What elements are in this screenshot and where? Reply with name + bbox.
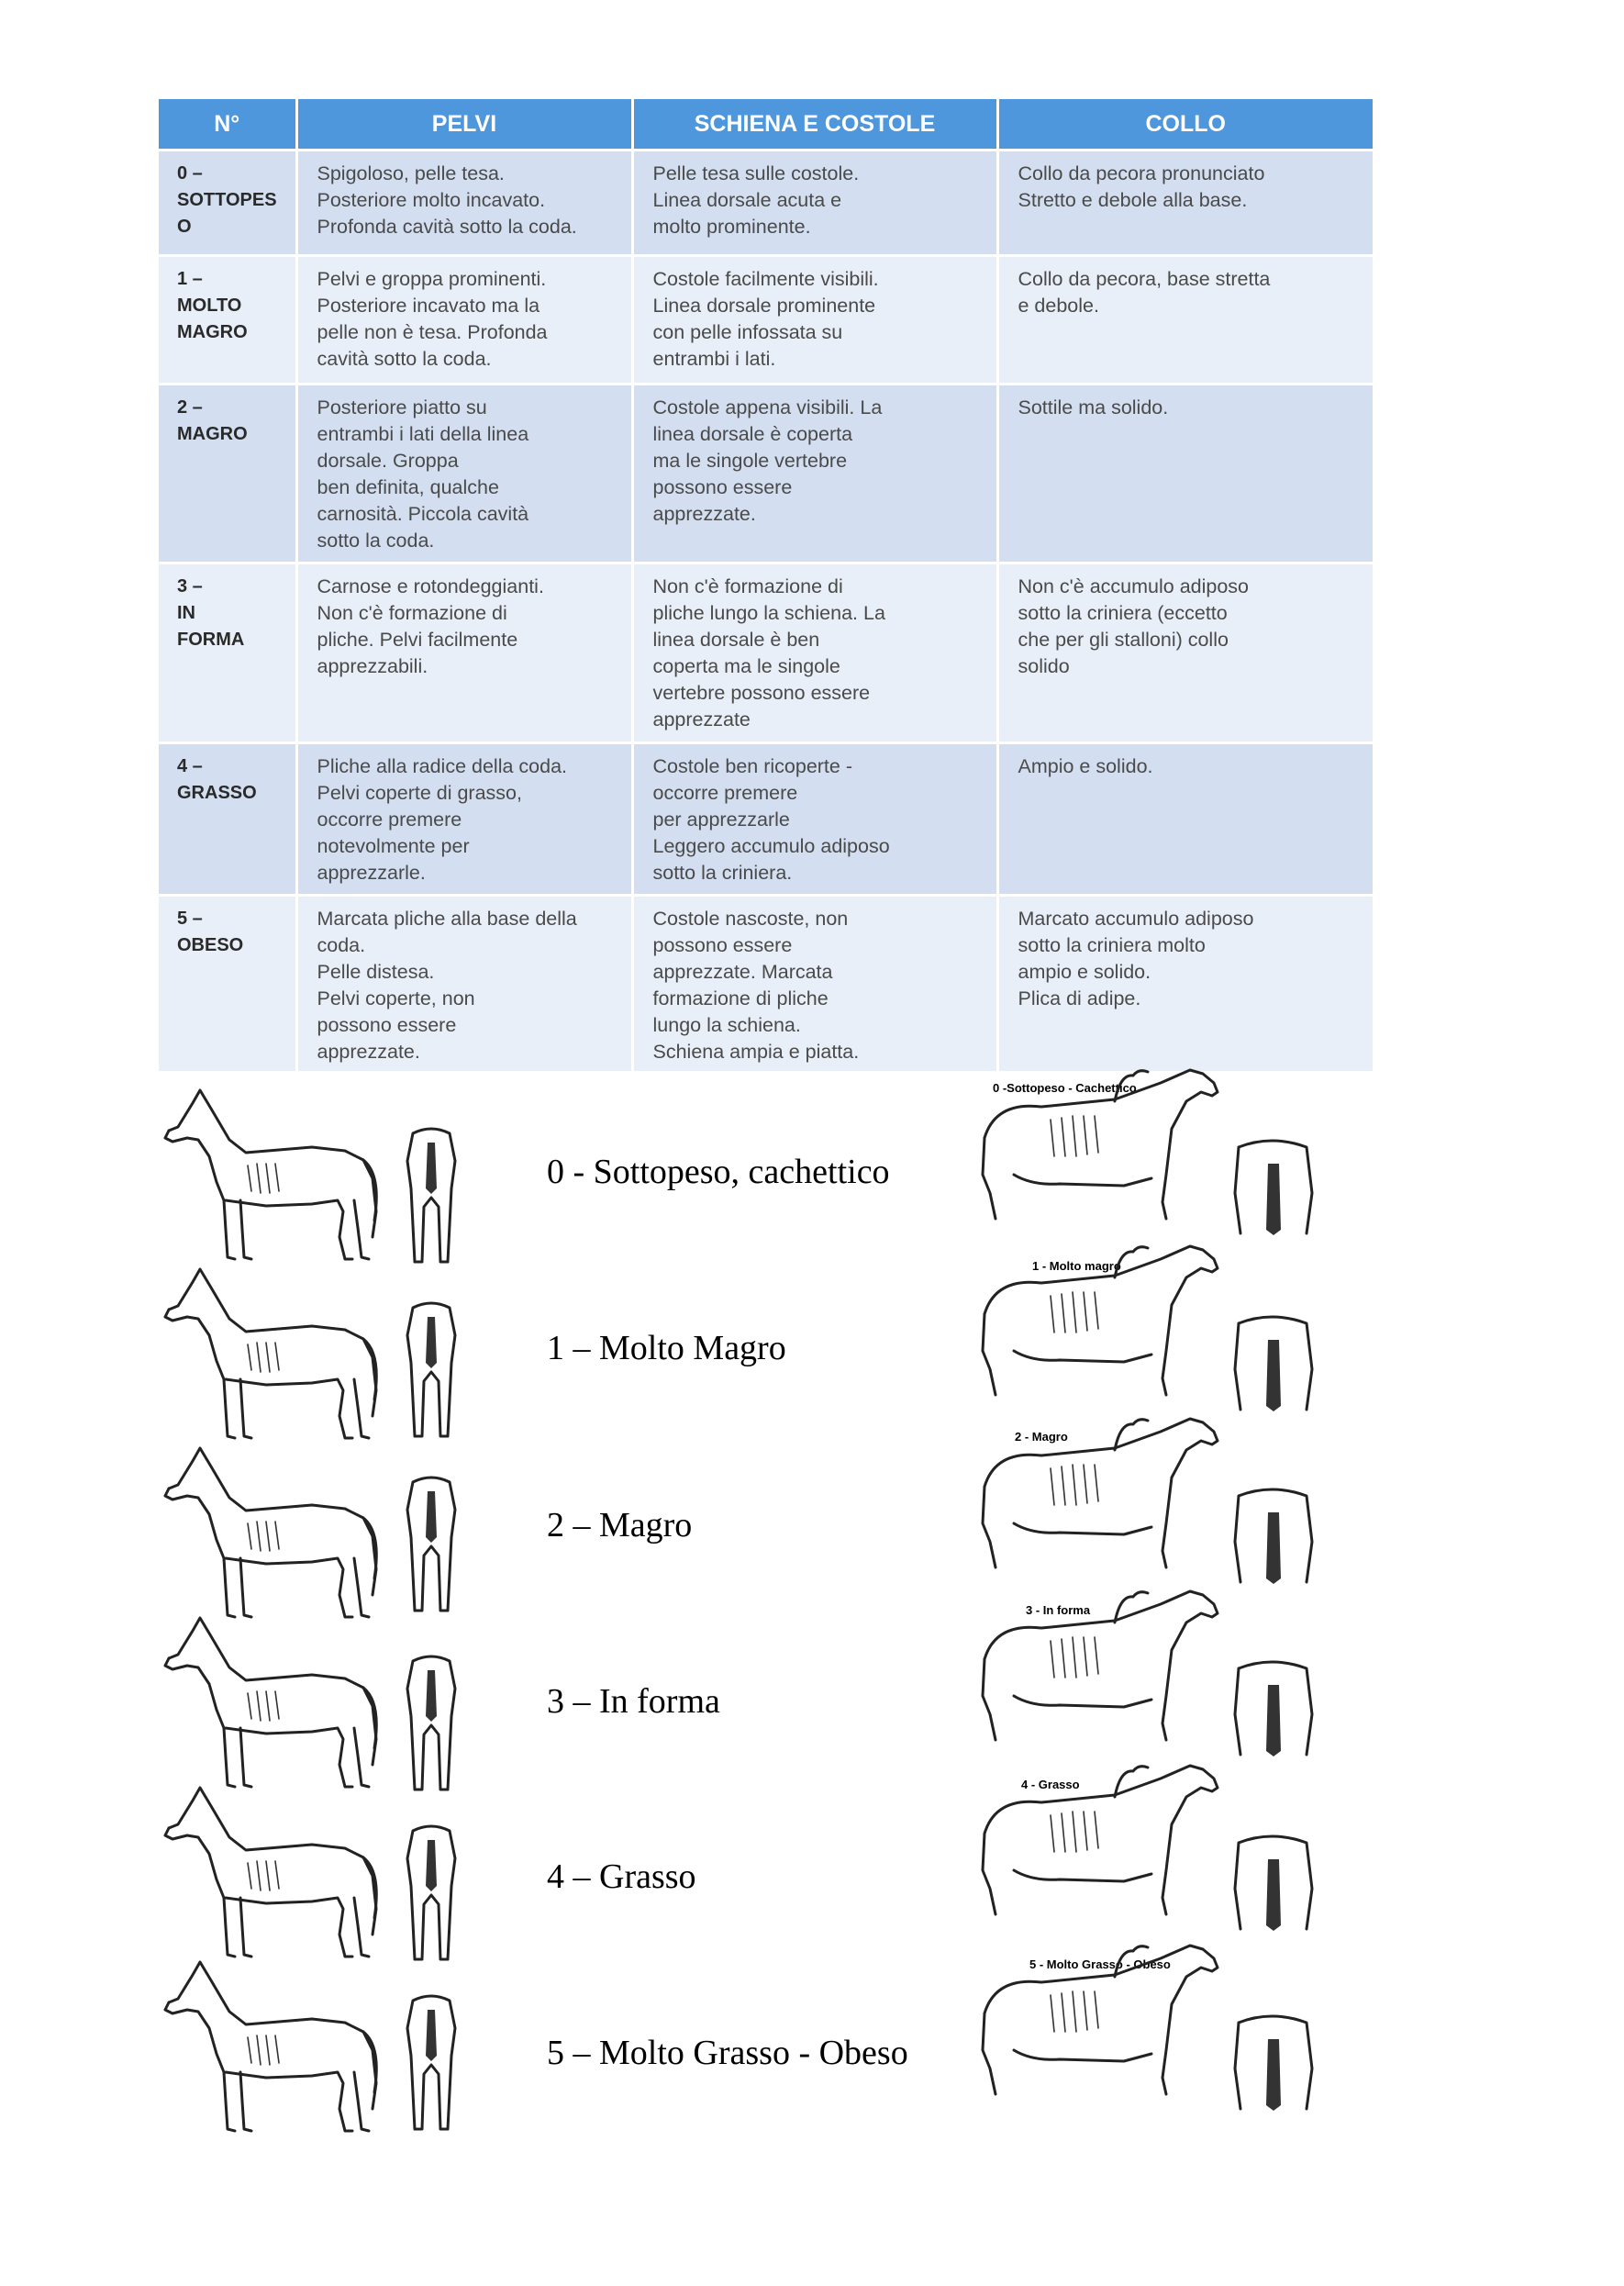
- header-pelvi: PELVI: [296, 99, 632, 151]
- caption-1: 1 - Molto magro: [1032, 1259, 1121, 1273]
- collo-cell: Ampio e solido.: [997, 743, 1373, 896]
- horse-rear-drawing-b-1: [1229, 1314, 1317, 1415]
- header-schiena: SCHIENA E COSTOLE: [632, 99, 997, 151]
- horse-side-drawing-2: [156, 1441, 395, 1624]
- horse-rear-drawing-3: [395, 1652, 468, 1799]
- schiena-cell: Costole appena visibili. La linea dorsale è coperta ma le singole vertebre possono essere apprezzate.: [632, 385, 997, 563]
- header-score: N°: [159, 99, 296, 151]
- caption-2: 2 - Magro: [1015, 1430, 1068, 1444]
- header-collo: COLLO: [997, 99, 1373, 151]
- schiena-cell: Costole ben ricoperte - occorre premere per apprezzarle Leggero accumulo adiposo sotto la criniera.: [632, 743, 997, 896]
- schiena-cell: Costole nascoste, non possono essere apprezzate. Marcata formazione di pliche lungo la schiena. Schiena ampia e piatta.: [632, 896, 997, 1073]
- horse-rear-drawing-1: [395, 1299, 468, 1445]
- caption-4: 4 - Grasso: [1021, 1778, 1080, 1791]
- horse-rear-drawing-5: [395, 1991, 468, 2138]
- pelvi-cell: Pliche alla radice della coda. Pelvi coperte di grasso, occorre premere notevolmente per apprezzarle.: [296, 743, 632, 896]
- horse-rear-drawing-b-2: [1229, 1487, 1317, 1588]
- horse-side-drawing-b-2: [977, 1413, 1252, 1574]
- caption-3: 3 - In forma: [1026, 1603, 1091, 1617]
- score-cell: 3 – IN FORMA: [159, 563, 296, 743]
- pelvi-cell: Posteriore piatto su entrambi i lati della linea dorsale. Groppa ben definita, qualche carnosità. Piccola cavità sotto la coda.: [296, 385, 632, 563]
- category-label-4: 4 – Grasso: [547, 1857, 696, 1896]
- caption-0: 0 -Sottopeso - Cachettico: [993, 1081, 1137, 1095]
- horse-rear-drawing-b-3: [1229, 1659, 1317, 1760]
- horse-side-drawing-b-3: [977, 1586, 1252, 1746]
- horse-side-drawing-b-0: [977, 1065, 1252, 1225]
- score-cell: 1 – MOLTO MAGRO: [159, 256, 296, 385]
- horse-side-drawing-0: [156, 1083, 395, 1266]
- collo-cell: Non c'è accumulo adiposo sotto la criniera (eccetto che per gli stalloni) collo solido: [997, 563, 1373, 743]
- horse-side-drawing-b-1: [977, 1241, 1252, 1401]
- score-cell: 5 – OBESO: [159, 896, 296, 1073]
- pelvi-cell: Carnose e rotondeggianti. Non c'è formazione di pliche. Pelvi facilmente apprezzabili.: [296, 563, 632, 743]
- category-label-3: 3 – In forma: [547, 1682, 720, 1721]
- horse-rear-drawing-2: [395, 1473, 468, 1620]
- horse-rear-drawing-b-5: [1229, 2013, 1317, 2114]
- table-row: [159, 743, 1373, 896]
- horse-side-drawing-1: [156, 1262, 395, 1445]
- horse-side-drawing-5: [156, 1955, 395, 2138]
- table-row: [159, 151, 1373, 256]
- category-label-1: 1 – Molto Magro: [547, 1329, 786, 1367]
- horse-side-drawing-4: [156, 1780, 395, 1964]
- collo-cell: Sottile ma solido.: [997, 385, 1373, 563]
- horse-rear-drawing-b-0: [1229, 1138, 1317, 1239]
- collo-cell: Collo da pecora, base stretta e debole.: [997, 256, 1373, 385]
- table-header-row: [159, 99, 1373, 151]
- horse-side-drawing-3: [156, 1611, 395, 1794]
- collo-cell: Collo da pecora pronunciato Stretto e debole alla base.: [997, 151, 1373, 256]
- pelvi-cell: Spigoloso, pelle tesa. Posteriore molto incavato. Profonda cavità sotto la coda.: [296, 151, 632, 256]
- category-label-0: 0 - Sottopeso, cachettico: [547, 1153, 890, 1191]
- caption-5: 5 - Molto Grasso - Obeso: [1029, 1957, 1171, 1971]
- horse-rear-drawing-0: [395, 1124, 468, 1271]
- table-row: [159, 563, 1373, 743]
- score-cell: 2 – MAGRO: [159, 385, 296, 563]
- horse-rear-drawing-b-4: [1229, 1834, 1317, 1935]
- schiena-cell: Costole facilmente visibili. Linea dorsale prominente con pelle infossata su entrambi i lati.: [632, 256, 997, 385]
- schiena-cell: Non c'è formazione di pliche lungo la schiena. La linea dorsale è ben coperta ma le singole vertebre possono essere apprezzate: [632, 563, 997, 743]
- horse-side-drawing-b-4: [977, 1760, 1252, 1921]
- score-cell: 0 – SOTTOPES O: [159, 151, 296, 256]
- category-label-2: 2 – Magro: [547, 1506, 693, 1544]
- horse-rear-drawing-4: [395, 1822, 468, 1968]
- table-row: [159, 256, 1373, 385]
- pelvi-cell: Marcata pliche alla base della coda. Pelle distesa. Pelvi coperte, non possono essere apprezzate.: [296, 896, 632, 1073]
- schiena-cell: Pelle tesa sulle costole. Linea dorsale acuta e molto prominente.: [632, 151, 997, 256]
- table-row: [159, 896, 1373, 1073]
- score-cell: 4 – GRASSO: [159, 743, 296, 896]
- pelvi-cell: Pelvi e groppa prominenti. Posteriore incavato ma la pelle non è tesa. Profonda cavità sotto la coda.: [296, 256, 632, 385]
- table-row: [159, 385, 1373, 563]
- collo-cell: Marcato accumulo adiposo sotto la criniera molto ampio e solido. Plica di adipe.: [997, 896, 1373, 1073]
- horse-side-drawing-b-5: [977, 1940, 1252, 2101]
- category-label-5: 5 – Molto Grasso - Obeso: [547, 2034, 908, 2072]
- body-condition-table: [159, 99, 1373, 1074]
